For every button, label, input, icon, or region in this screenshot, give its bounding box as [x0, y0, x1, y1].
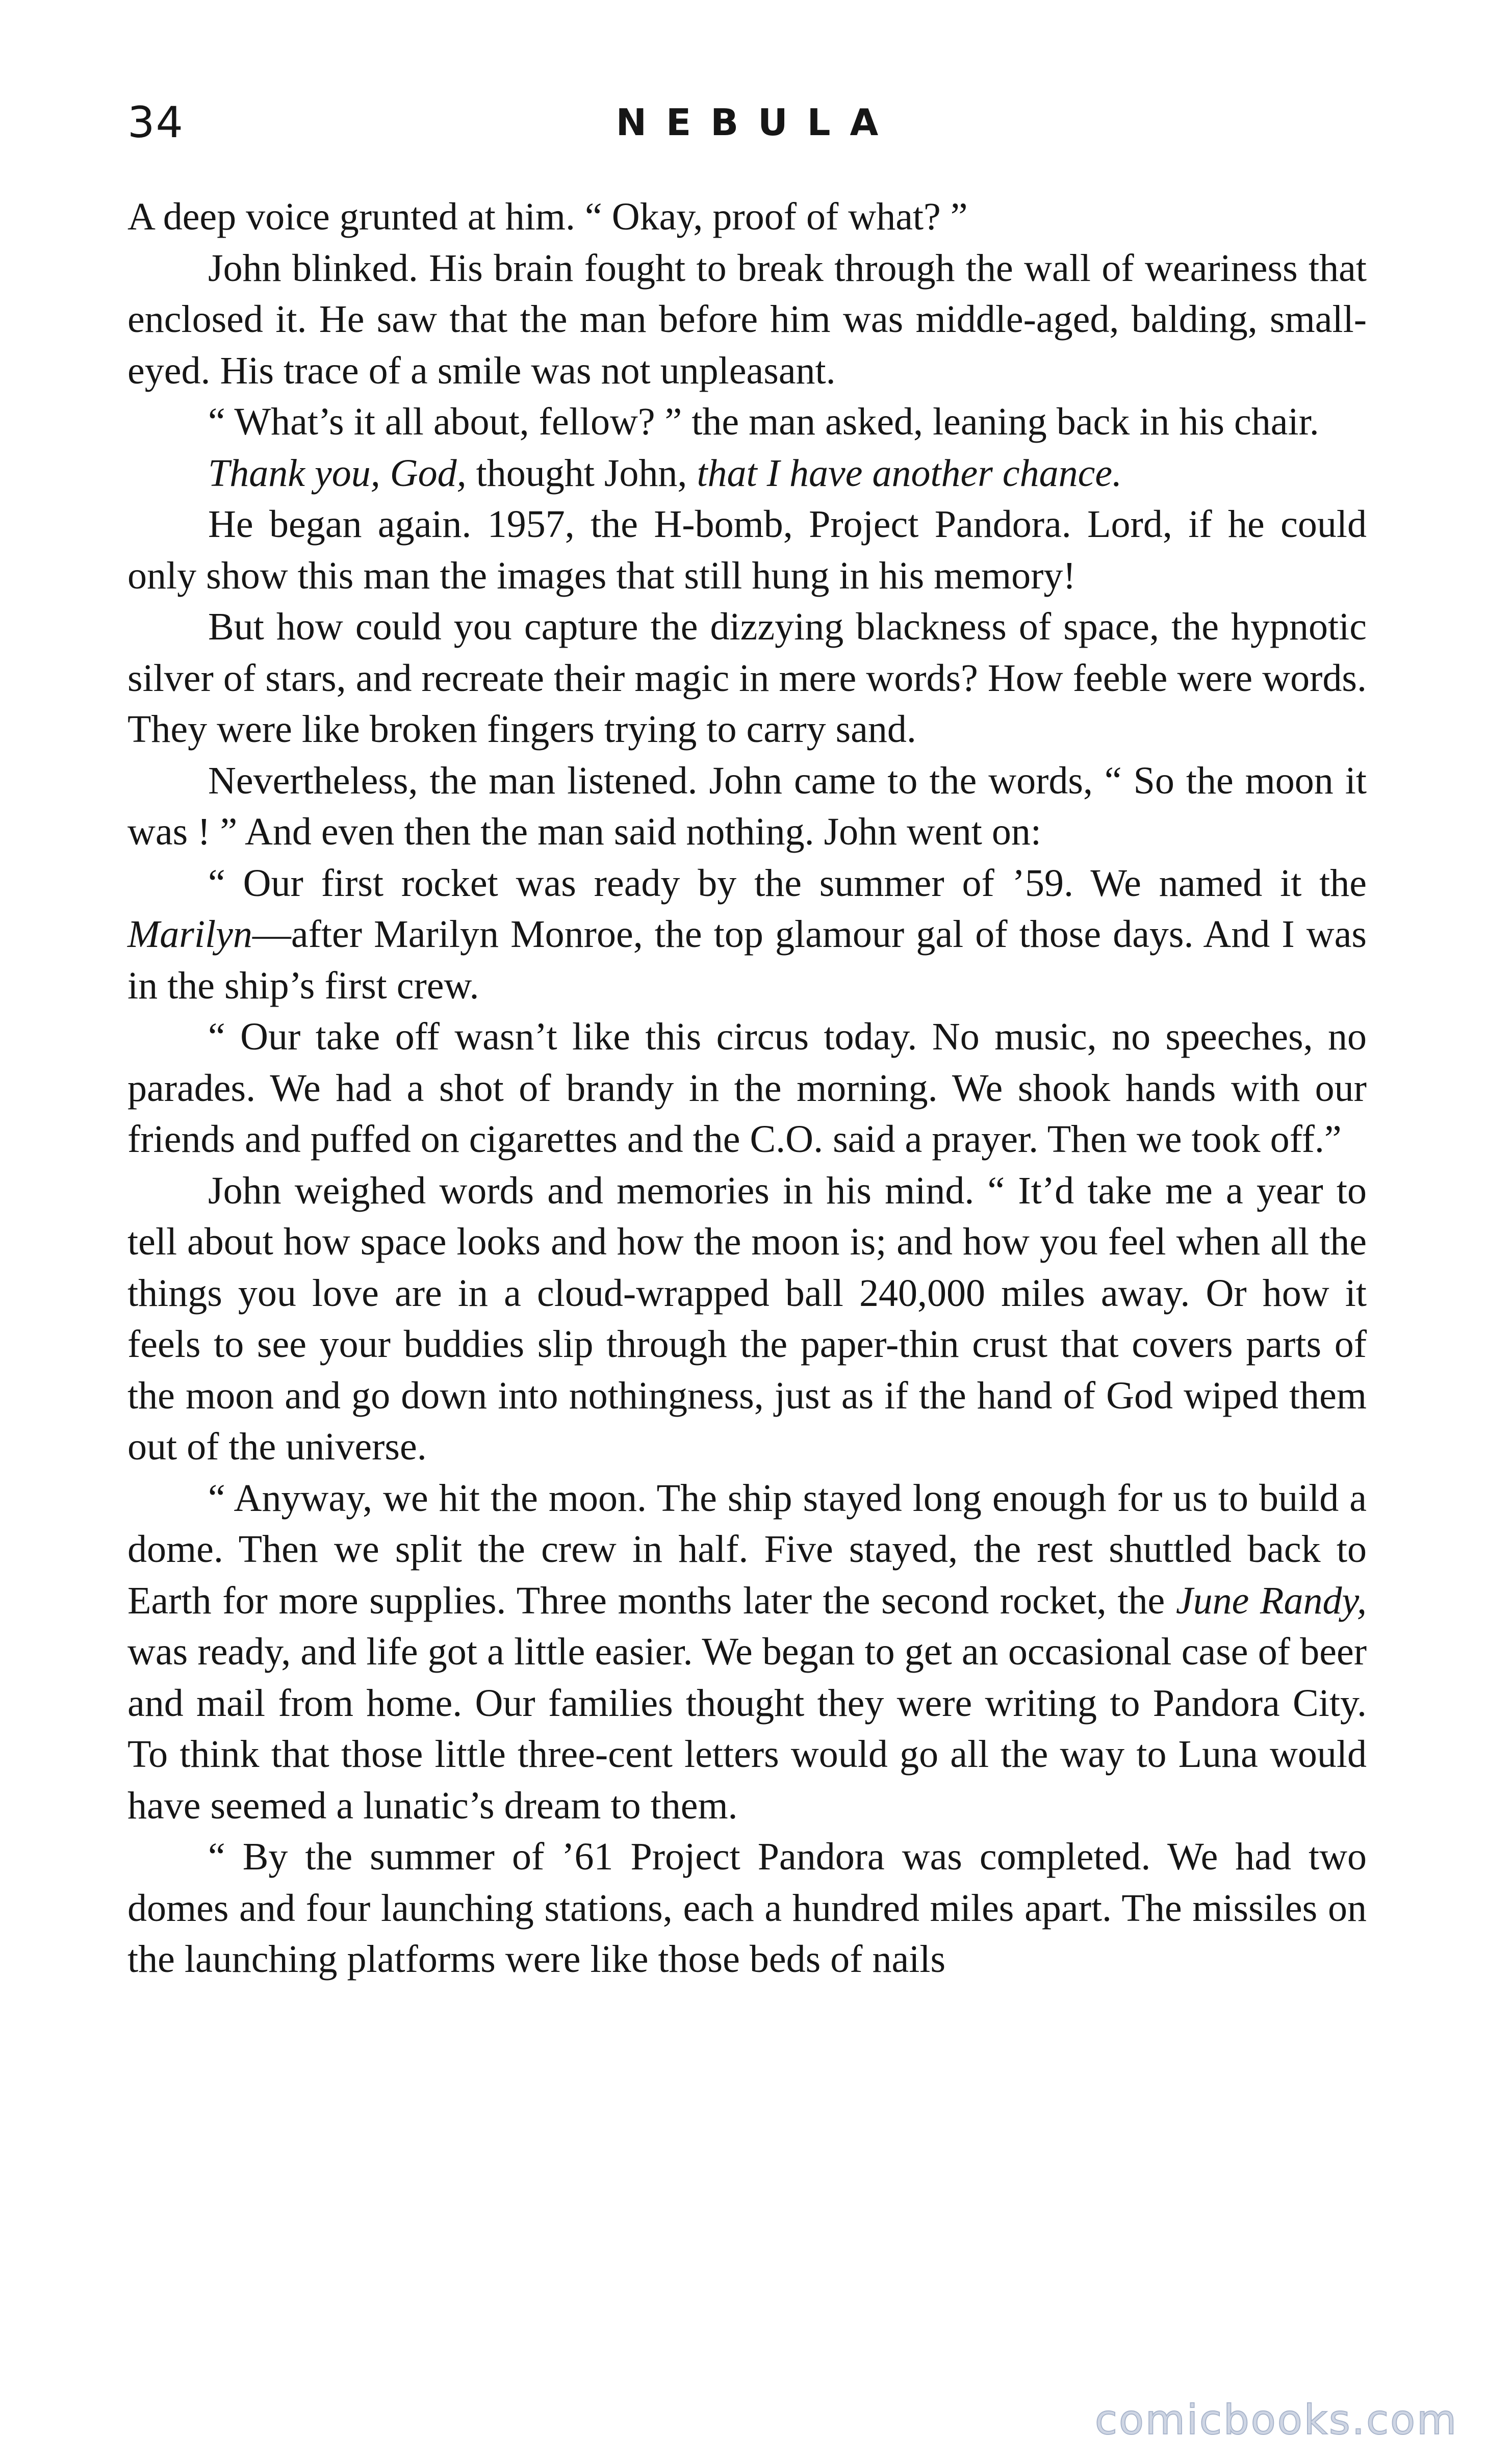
paragraph [127, 858, 1367, 1012]
paragraph: A deep voice grunted at him. “ Okay, proof of what? ” [127, 195, 968, 238]
paragraph: “ By the summer of ’61 Project Pandora was completed. We had two domes and four launching stations, each a hundred miles apart. The missiles on the launching platforms were like those beds of nails [127, 1835, 1367, 1981]
watermark: comicbooks.com [1094, 2396, 1458, 2444]
roman-text: —after Marilyn Monroe, the top glamour gal of those days. And I was in the ship’s first crew. [127, 913, 1367, 1007]
roman-text: thought John, [466, 451, 697, 495]
paragraph: John blinked. His brain fought to break through the wall of weariness that enclosed it. He saw that the man before him was middle-aged, balding, small-eyed. His trace of a smile was not unpleasant. [127, 246, 1367, 392]
paragraph: “ Our take off wasn’t like this circus today. No music, no speeches, no parades. We had a shot of brandy in the morning. We shook hands with our friends and puffed on cigarettes and the C.O. said a prayer. Then we took off.” [127, 1015, 1367, 1161]
paragraph: Nevertheless, the man listened. John came to the words, “ So the moon it was ! ” And even then the man said nothing. John went on: [127, 759, 1367, 853]
italic-text: Thank you, God, [208, 451, 467, 495]
page-number: 34 [127, 97, 184, 147]
body-text [127, 191, 1367, 1985]
paragraph: “ What’s it all about, fellow? ” the man asked, leaning back in his chair. [208, 400, 1319, 443]
page-header [127, 92, 1367, 153]
italic-text: that I have another chance. [697, 451, 1122, 495]
roman-text: was ready, and life got a little easier. We began to get an occasional case of beer and mail from home. Our families thought they were writing to Pandora City. To think that those little three-cent letters would go all the way to Luna would have seemed a lunatic’s dream to them. [127, 1630, 1367, 1827]
paragraph [127, 1473, 1367, 1832]
paragraph [127, 448, 1367, 499]
italic-text: Marilyn [127, 913, 252, 956]
paragraph: John weighed words and memories in his mind. “ It’d take me a year to tell about how space looks and how the moon is; and how you feel when all the things you love are in a cloud-wrapped ball 240,000 miles away. Or how it feels to see your buddies slip through the paper-thin crust that covers parts of the moon and go down into nothingness, just as if the hand of God wiped them out of the universe. [127, 1169, 1367, 1468]
paragraph: But how could you capture the dizzying blackness of space, the hypnotic silver of stars, and recreate their magic in mere words? How feeble were words. They were like broken fingers trying to carry sand. [127, 605, 1367, 751]
italic-text: June Randy, [1175, 1579, 1367, 1622]
paragraph: He began again. 1957, the H-bomb, Project Pandora. Lord, if he could only show this man the images that still hung in his memory! [127, 503, 1367, 597]
running-head: NEBULA [616, 101, 898, 144]
roman-text: “ Anyway, we hit the moon. The ship stayed long enough for us to build a dome. Then we split the crew in half. Five stayed, the rest shuttled back to Earth for more supplies. Three months later the second rocket, the [127, 1476, 1367, 1622]
roman-text: “ Our first rocket was ready by the summer of ’59. We named it the [208, 861, 1367, 905]
